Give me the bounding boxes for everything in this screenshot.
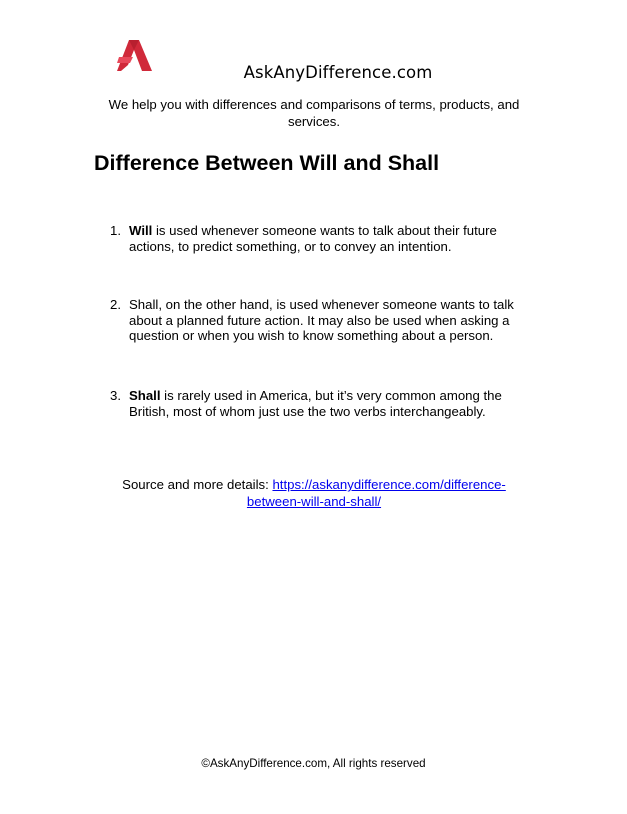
list-item-text: is used whenever someone wants to talk about their future actions, to predict something, or to convey an intention. [129,223,497,254]
list-item-keyword: Will [129,223,153,238]
source-link[interactable]: https://askanydifference.com/difference-between-will-and-shall/ [246,477,506,509]
list-item-number: 1. [110,223,121,238]
list-item [110,223,530,254]
list-item [110,388,530,419]
site-tagline: We help you with differences and comparisons of terms, products, and services. [108,97,520,129]
list-item [110,297,530,344]
footer-copyright: ©AskAnyDifference.com, All rights reserved [201,757,426,770]
page-title: Difference Between Will and Shall [94,151,440,175]
list-item-number: 2. [110,297,121,312]
list-item-keyword: Shall [129,388,161,403]
source-line [96,477,532,510]
site-name: AskAnyDifference.com [243,63,433,82]
source-label: Source and more details: [122,477,273,492]
list-item-text: Shall, on the other hand, is used whenever someone wants to talk about a planned future action. It may also be used when asking a question or when you wish to know something about a person. [129,297,514,344]
list-item-number: 3. [110,388,121,403]
list-item-text: is rarely used in America, but it’s very common among the British, most of whom just use the two verbs interchangeably. [129,388,502,419]
